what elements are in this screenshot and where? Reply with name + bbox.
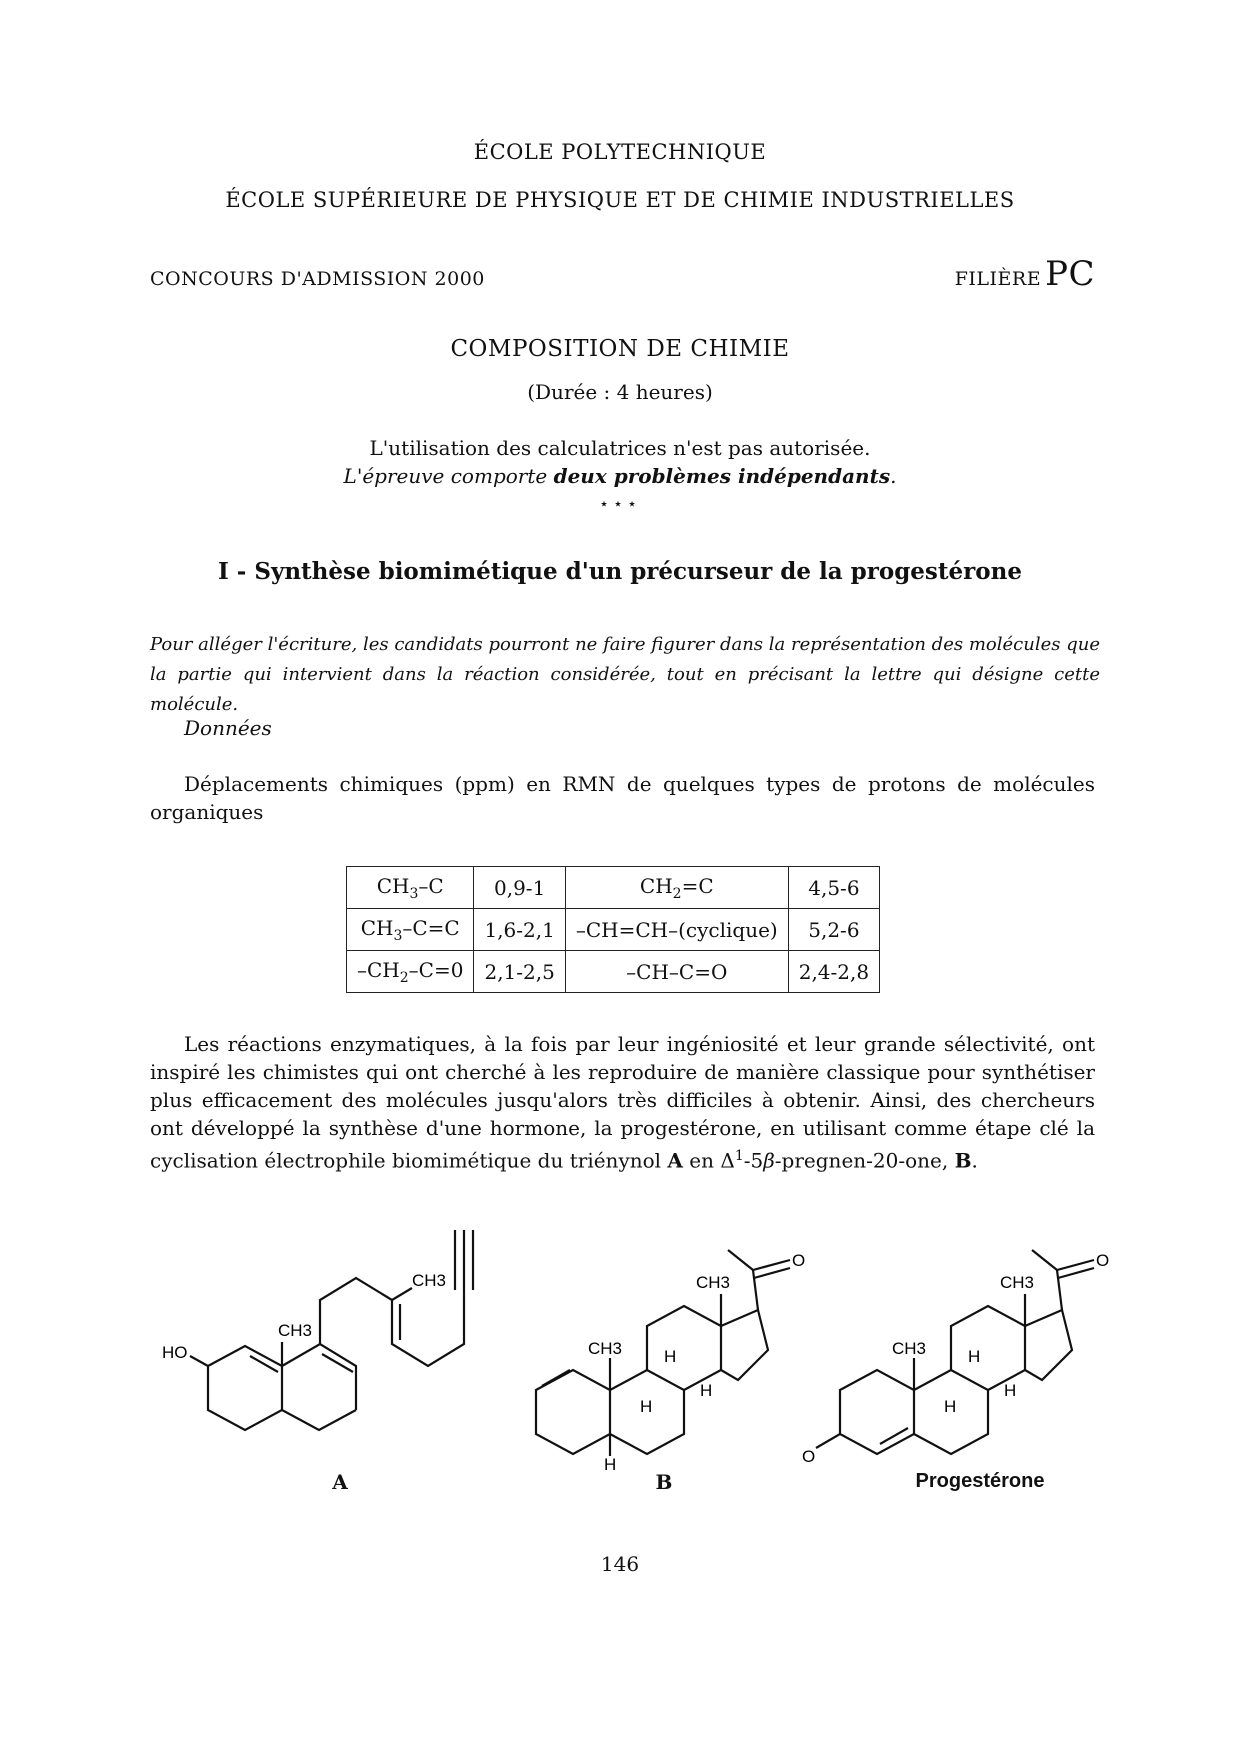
calculator-rule: L'utilisation des calculatrices n'est pas autorisée. [369, 436, 871, 460]
mol-b-h3: H [700, 1381, 713, 1400]
rmn-shift-2: 2,4-2,8 [788, 951, 879, 993]
label-progesterone: Progestérone [915, 1470, 1045, 1492]
intro-paragraph: Les réactions enzymatiques, à la fois par leur ingéniosité et leur grande sélectivité, ont inspiré les chimistes qui ont cherché à les reproduire de manière classique pour synthétiser plus efficacement des molécules jusqu'alors très difficiles à obtenir. Ainsi, des chercheurs ont développé la synthèse d'une hormone, la progestérone, en utilisant comme étape clé la cyclisation électrophile biomimétique du triénynol A en $\Delta^1-5\beta-pregnen-20$-one, B. [150, 1032, 1095, 1173]
school-name-1: ÉCOLE POLYTECHNIQUE [473, 140, 767, 164]
note-paragraph: Pour alléger l'écriture, les candidats pourront ne faire figurer dans la représentation des molécules que la partie qui intervient dans la réaction considérée, tout en précisant la lettre qui désigne cette molécule. [150, 634, 1100, 715]
rmn-shift-2: 5,2-6 [788, 909, 879, 951]
filiere-value: PC [1045, 254, 1095, 294]
mol-b-o: O [792, 1251, 806, 1270]
filiere [955, 254, 1095, 294]
molecule-a-diagram [150, 1230, 490, 1470]
page-number: 146 [600, 1552, 640, 1576]
mol-b-h1: H [664, 1347, 677, 1366]
molecule-ref-a: A [667, 1148, 683, 1173]
label-b: B [655, 1470, 673, 1494]
prog-h1: H [968, 1347, 981, 1366]
school-name-2: ÉCOLE SUPÉRIEURE DE PHYSIQUE ET DE CHIMIE INDUSTRIELLES [225, 188, 1015, 212]
rmn-shift-1: 0,9-1 [474, 867, 565, 909]
rmn-group-2: $CH_2=C$ [565, 867, 788, 909]
rmn-intro: Déplacements chimiques (ppm) en RMN de quelques types de protons de molécules organiques [150, 772, 1095, 824]
mol-b-h2: H [640, 1397, 653, 1416]
molecule-b-diagram [528, 1230, 808, 1470]
rmn-row [347, 867, 880, 909]
prog-o2: O [1096, 1251, 1110, 1270]
prog-h2: H [944, 1397, 957, 1416]
rmn-table [346, 866, 880, 993]
prog-o1: O [802, 1447, 816, 1466]
section-title: I - Synthèse biomimétique d'un précurseur de la progestérone [218, 558, 1022, 585]
donnees-heading: Données [184, 716, 272, 740]
molecule-ref-b: B [954, 1148, 972, 1173]
prog-ch3-2: CH3 [1000, 1273, 1035, 1292]
mol-b-h4: H [604, 1455, 617, 1470]
composition-title: COMPOSITION DE CHIMIE [450, 336, 790, 362]
rmn-group-1: $CH_3-C$ [347, 867, 474, 909]
rmn-group-2: –CH=CH–(cyclique) [565, 909, 788, 951]
mol-a-ch3-2: CH3 [412, 1271, 447, 1290]
rmn-group-1: $-CH_2-C=0$ [347, 951, 474, 993]
exam-description [0, 464, 1240, 488]
prog-ch3-1: CH3 [892, 1339, 927, 1358]
rmn-group-1: $CH_3-C=C$ [347, 909, 474, 951]
rmn-group-2: –CH–C=O [565, 951, 788, 993]
rmn-shift-1: 2,1-2,5 [474, 951, 565, 993]
filiere-label: FILIÈRE [954, 268, 1042, 290]
duration: (Durée : 4 heures) [527, 380, 713, 404]
rmn-shift-2: 4,5-6 [788, 867, 879, 909]
prog-h3: H [1004, 1381, 1017, 1400]
separator-stars: ⋆⋆⋆ [598, 494, 642, 513]
mol-a-ch3-1: CH3 [278, 1321, 313, 1340]
mol-a-ho: HO [162, 1343, 188, 1362]
concours-label: CONCOURS D'ADMISSION 2000 [150, 268, 485, 290]
exam-suffix: . [890, 464, 897, 488]
label-a: A [332, 1470, 348, 1494]
progesterone-diagram [800, 1230, 1120, 1470]
rmn-row [347, 909, 880, 951]
rmn-shift-1: 1,6-2,1 [474, 909, 565, 951]
rmn-row [347, 951, 880, 993]
mol-b-ch3-1: CH3 [588, 1339, 623, 1358]
exam-bold: deux problèmes indépendants [553, 464, 891, 488]
mol-b-ch3-2: CH3 [696, 1273, 731, 1292]
exam-prefix: L'épreuve comporte [343, 464, 548, 488]
